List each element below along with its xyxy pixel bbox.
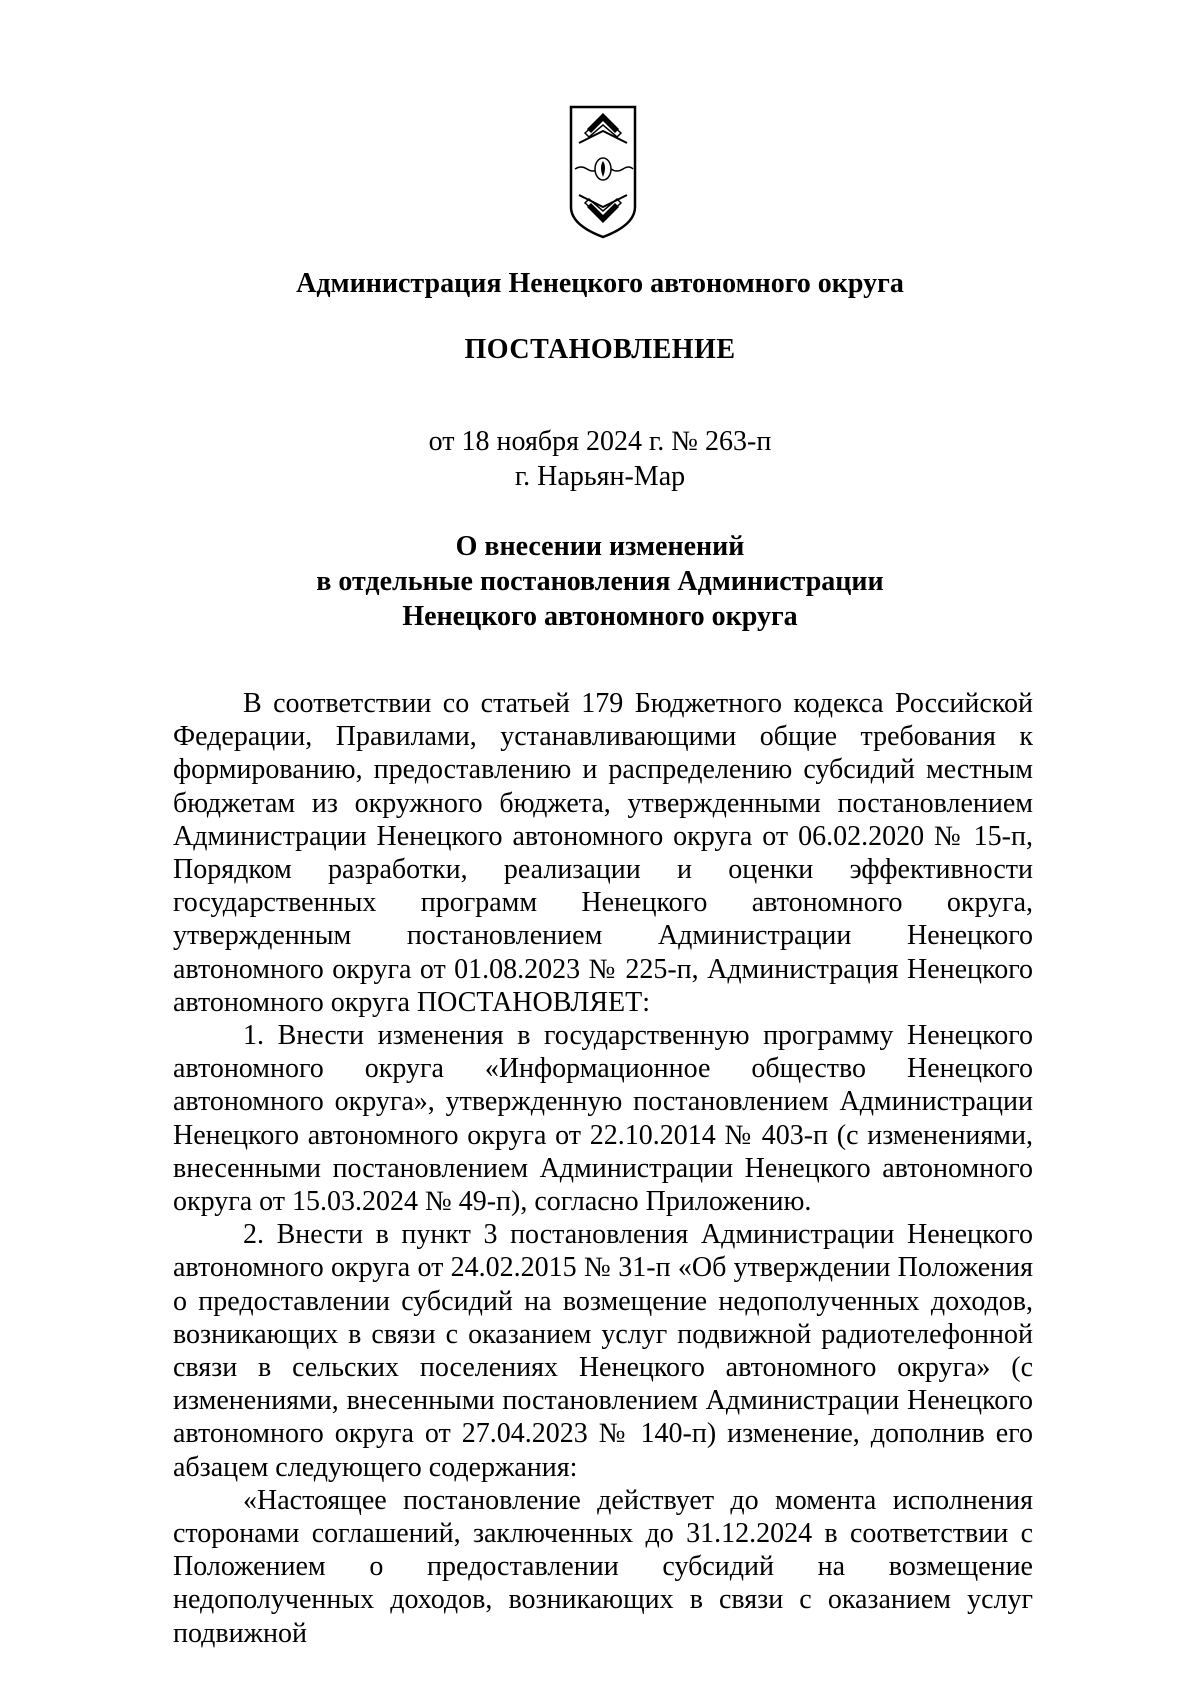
subject-line-3: Ненецкого автономного округа <box>402 601 798 632</box>
coat-of-arms-emblem <box>567 103 639 241</box>
city-line: г. Нарьян-Мар <box>514 461 686 492</box>
subject-line-1: О внесении изменений <box>455 531 745 562</box>
subject-line-2: в отдельные постановления Администрации <box>316 566 884 597</box>
item-1-paragraph: 1. Внести изменения в государственную программу Ненецкого автономного округа «Информационное общество Ненецкого автономного округа», утвержденную постановлением Администрации Ненецкого автономного округа от 22.10.2014 № 403-п (с изменениями, внесенными постановлением Администрации Ненецкого автономного округа от 15.03.2024 № 49-п), согласно Приложению. <box>173 1020 1033 1218</box>
date-and-number: от 18 ноября 2024 г. № 263-п <box>428 426 772 457</box>
subject-heading <box>0 529 1200 634</box>
item-2-paragraph: 2. Внести в пункт 3 постановления Администрации Ненецкого автономного округа от 24.02.2015 № 31-п «Об утверждении Положения о предоставлении субсидий на возмещение недополученных доходов, возникающих в связи с оказанием услуг подвижной радиотелефонной связи в сельских поселениях Ненецкого автономного округа» (с изменениями, внесенными постановлением Администрации Ненецкого автономного округа от 27.04.2023 № 140-п) изменение, дополнив его абзацем следующего содержания: <box>173 1219 1033 1483</box>
document-body <box>173 687 1033 1650</box>
organization-heading: Администрация Ненецкого автономного округа <box>296 268 904 299</box>
preamble-paragraph: В соответствии со статьей 179 Бюджетного кодекса Российской Федерации, Правилами, устанавливающими общие требования к формированию, предоставлению и распределению субсидий местным бюджетам из окружного бюджета, утвержденными постановлением Администрации Ненецкого автономного округа от 06.02.2020 № 15-п, Порядком разработки, реализации и оценки эффективности государственных программ Ненецкого автономного округа, утвержденным постановлением Администрации Ненецкого автономного округа от 01.08.2023 № 225-п, Администрация Ненецкого автономного округа ПОСТАНОВЛЯЕТ: <box>173 688 1033 1018</box>
quote-paragraph: «Настоящее постановление действует до момента исполнения сторонами соглашений, заключенных до 31.12.2024 в соответствии с Положением о предоставлении субсидий на возмещение недополученных доходов, возникающих в связи с оказанием услуг подвижной <box>173 1484 1033 1649</box>
document-type-heading: ПОСТАНОВЛЕНИЕ <box>464 334 736 365</box>
